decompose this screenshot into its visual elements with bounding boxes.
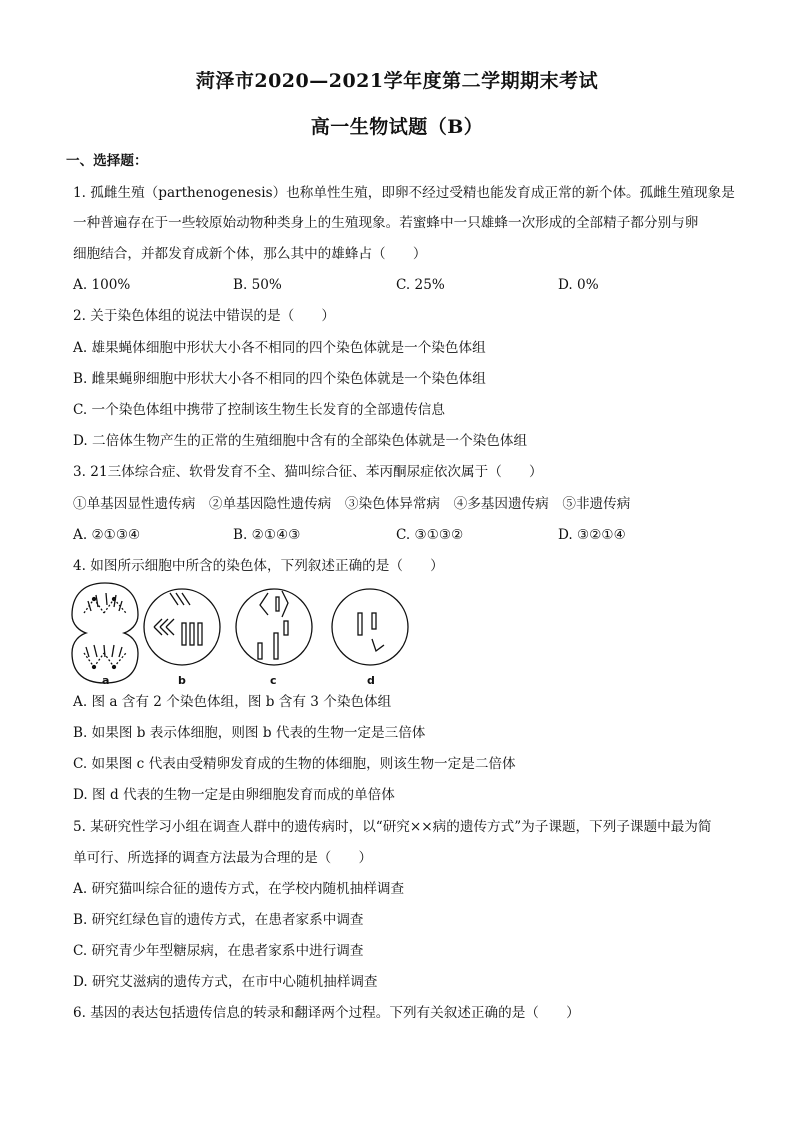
cell-a-drawing	[72, 583, 138, 683]
q3-option-b: B. ②①④③	[233, 527, 301, 543]
q5-option-a: A. 研究猫叫综合征的遗传方式，在学校内随机抽样调查	[73, 881, 405, 897]
q4-stem: 4. 如图所示细胞中所含的染色体，下列叙述正确的是（ ）	[73, 558, 444, 574]
q3-option-c: C. ③①③②	[396, 527, 464, 543]
q5-option-b: B. 研究红绿色盲的遗传方式，在患者家系中调查	[73, 912, 364, 928]
q1-line-3: 细胞结合，并都发育成新个体，那么其中的雄蜂占（ ）	[73, 246, 427, 262]
figure-label-b: b	[178, 674, 186, 687]
exam-title: 菏泽市2020—2021学年度第二学期期末考试	[195, 70, 599, 92]
q1-option-d: D. 0%	[558, 277, 599, 293]
q4-option-b: B. 如果图 b 表示体细胞，则图 b 代表的生物一定是三倍体	[73, 725, 426, 741]
q3-option-d: D. ③②①④	[558, 527, 626, 543]
q1-option-b: B. 50%	[233, 277, 282, 293]
q1-option-c: C. 25%	[396, 277, 445, 293]
figure-label-c: c	[270, 674, 277, 687]
q6-stem: 6. 基因的表达包括遗传信息的转录和翻译两个过程。下列有关叙述正确的是（ ）	[73, 1005, 580, 1021]
figure-label-d: d	[367, 674, 375, 687]
cell-b-drawing	[144, 589, 220, 665]
q5-option-c: C. 研究青少年型糖尿病，在患者家系中进行调查	[73, 943, 364, 959]
q5-line-1: 5. 某研究性学习小组在调查人群中的遗传病时，以“研究××病的遗传方式”为子课题，下列子课题中最为简	[73, 819, 712, 835]
q1-option-a: A. 100%	[73, 277, 131, 293]
q3-choices: ①单基因显性遗传病 ②单基因隐性遗传病 ③染色体异常病 ④多基因遗传病 ⑤非遗传病	[73, 496, 631, 512]
q5-option-d: D. 研究艾滋病的遗传方式，在市中心随机抽样调查	[73, 974, 378, 990]
q4-option-a: A. 图 a 含有 2 个染色体组，图 b 含有 3 个染色体组	[73, 694, 392, 710]
section-heading: 一、选择题：	[66, 153, 148, 169]
q2-option-d: D. 二倍体生物产生的正常的生殖细胞中含有的全部染色体就是一个染色体组	[73, 433, 528, 449]
q2-option-a: A. 雄果蝇体细胞中形状大小各不相同的四个染色体就是一个染色体组	[73, 340, 486, 356]
q5-line-2: 单可行、所选择的调查方法最为合理的是（ ）	[73, 850, 373, 866]
cell-c-drawing	[236, 589, 312, 665]
q2-option-c: C. 一个染色体组中携带了控制该生物生长发育的全部遗传信息	[73, 402, 445, 418]
chromosome-figure	[70, 577, 420, 687]
q2-stem: 2. 关于染色体组的说法中错误的是（ ）	[73, 308, 335, 324]
q1-line-2: 一种普遍存在于一些较原始动物种类身上的生殖现象。若蜜蜂中一只雄蜂一次形成的全部精子都分别与卵	[73, 215, 699, 231]
figure-label-a: a	[102, 674, 110, 687]
q4-option-c: C. 如果图 c 代表由受精卵发育成的生物的体细胞，则该生物一定是二倍体	[73, 756, 516, 772]
cell-d-drawing	[332, 589, 408, 665]
q1-line-1: 1. 孤雌生殖（parthenogenesis）也称单性生殖，即卵不经过受精也能发育成正常的新个体。孤雌生殖现象是	[73, 185, 735, 201]
q2-option-b: B. 雌果蝇卵细胞中形状大小各不相同的四个染色体就是一个染色体组	[73, 371, 486, 387]
q3-stem: 3. 21三体综合症、软骨发育不全、猫叫综合征、苯丙酮尿症依次属于（ ）	[73, 464, 543, 480]
q4-option-d: D. 图 d 代表的生物一定是由卵细胞发育而成的单倍体	[73, 787, 395, 803]
exam-subtitle: 高一生物试题（B）	[310, 116, 484, 138]
q3-option-a: A. ②①③④	[73, 527, 141, 543]
